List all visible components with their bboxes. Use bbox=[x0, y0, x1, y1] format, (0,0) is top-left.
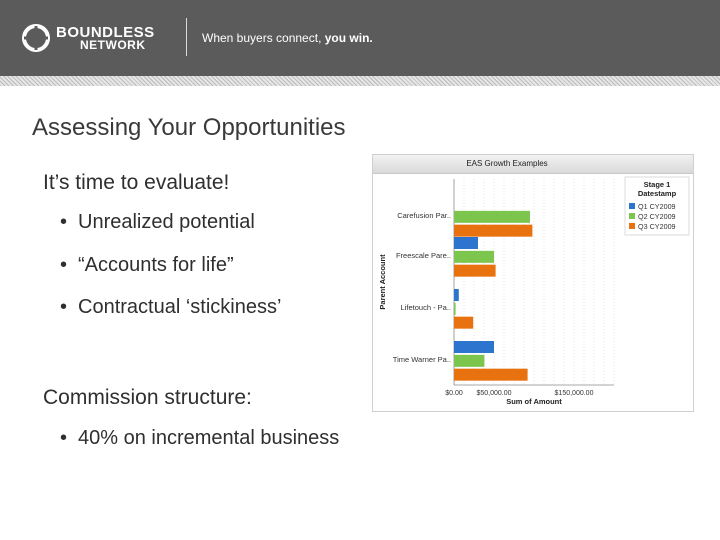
bar-q3-cy2009 bbox=[454, 225, 532, 237]
slide-title: Assessing Your Opportunities bbox=[32, 114, 346, 141]
category-label: Time Warner Pa.. bbox=[392, 355, 451, 364]
tagline-bold: you win. bbox=[324, 31, 373, 45]
legend-swatch bbox=[629, 213, 635, 219]
bar-q2-cy2009 bbox=[454, 251, 494, 263]
brand-name-top: BOUNDLESS bbox=[56, 24, 155, 41]
bullet-text: “Accounts for life” bbox=[78, 254, 234, 276]
legend-entry: Q2 CY2009 bbox=[638, 212, 676, 221]
legend-entry: Q3 CY2009 bbox=[638, 222, 676, 231]
chart-panel bbox=[372, 154, 694, 412]
y-axis-label: Parent Account bbox=[378, 254, 387, 310]
x-tick-label: $50,000.00 bbox=[476, 390, 512, 397]
brand-name-bottom: NETWORK bbox=[80, 38, 146, 52]
bar-q3-cy2009 bbox=[454, 265, 496, 277]
bullet-text: Unrealized potential bbox=[78, 211, 255, 233]
bullet-item bbox=[60, 427, 339, 450]
bullet-marker: • bbox=[60, 427, 68, 449]
legend-subtitle: Datestamp bbox=[637, 189, 677, 198]
bullet-item bbox=[60, 254, 234, 277]
chart-title: EAS Growth Examples bbox=[466, 159, 548, 168]
intro-text: It’s time to evaluate! bbox=[43, 171, 230, 194]
bar-q2-cy2009 bbox=[454, 303, 456, 315]
bar-chart bbox=[373, 155, 693, 411]
x-axis-label: Sum of Amount bbox=[506, 397, 562, 406]
tagline-regular: When buyers connect, bbox=[202, 31, 325, 45]
legend-entry: Q1 CY2009 bbox=[638, 202, 676, 211]
bullet-text: Contractual ‘stickiness’ bbox=[78, 296, 282, 318]
legend-swatch bbox=[629, 223, 635, 229]
category-label: Freescale Pare.. bbox=[395, 251, 451, 260]
header-divider bbox=[186, 18, 187, 56]
bar-q1-cy2009 bbox=[454, 237, 478, 249]
bullet-item bbox=[60, 296, 281, 319]
category-label: Lifetouch - Pa.. bbox=[400, 303, 451, 312]
boundless-logo-icon bbox=[22, 24, 50, 52]
bullet-marker: • bbox=[60, 211, 68, 233]
category-label: Carefusion Par.. bbox=[397, 211, 451, 220]
commission-heading: Commission structure: bbox=[43, 386, 252, 409]
bullet-marker: • bbox=[60, 296, 68, 318]
bar-q3-cy2009 bbox=[454, 369, 528, 381]
legend-title: Stage 1 bbox=[643, 180, 671, 189]
bar-q1-cy2009 bbox=[454, 289, 459, 301]
bullet-marker: • bbox=[60, 254, 68, 276]
x-tick-label: $150,000.00 bbox=[554, 390, 594, 397]
header-bar bbox=[0, 0, 720, 76]
bar-q2-cy2009 bbox=[454, 211, 530, 223]
header-hatch-divider bbox=[0, 76, 720, 86]
x-tick-label: $0.00 bbox=[445, 390, 463, 397]
tagline bbox=[202, 31, 373, 45]
bar-q2-cy2009 bbox=[454, 355, 484, 367]
bullet-item bbox=[60, 211, 255, 234]
bullet-text: 40% on incremental business bbox=[78, 427, 340, 449]
legend-swatch bbox=[629, 203, 635, 209]
bar-q3-cy2009 bbox=[454, 317, 473, 329]
bar-q1-cy2009 bbox=[454, 341, 494, 353]
